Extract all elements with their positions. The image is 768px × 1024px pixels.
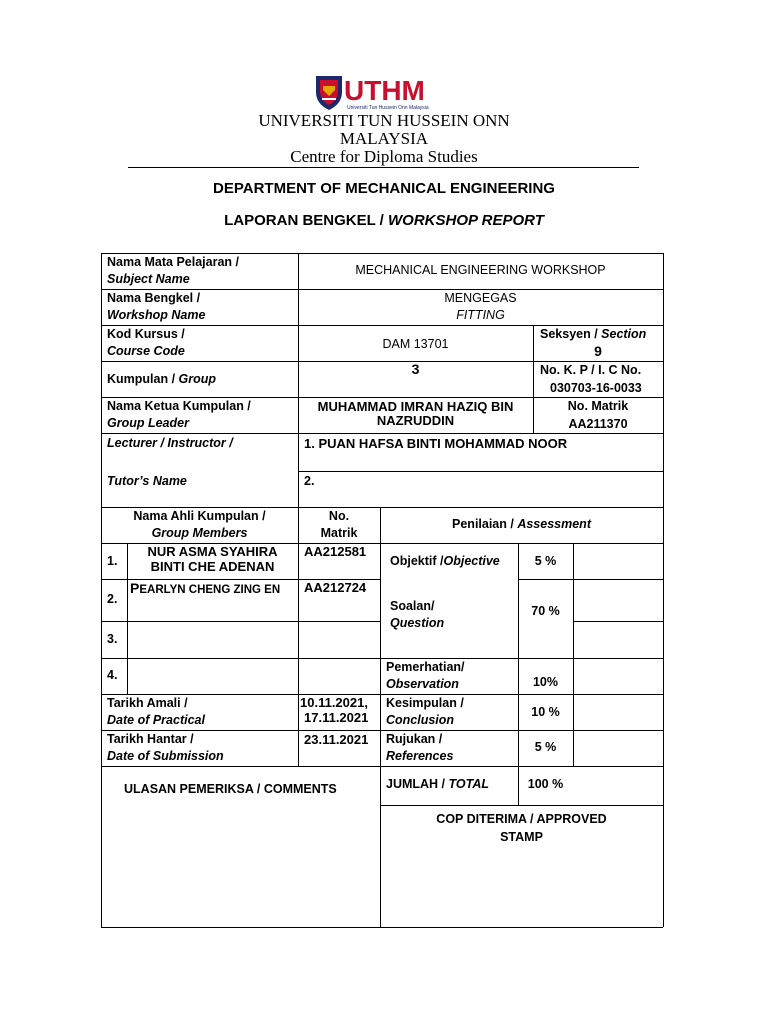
assessment-label-ms: Kesimpulan /: [386, 696, 464, 710]
university-name-line2: MALAYSIA: [339, 129, 429, 148]
assessment-weight: 5 %: [534, 554, 557, 568]
assessment-label-en: Conclusion: [386, 713, 455, 727]
workshop-label-en: Workshop Name: [107, 308, 206, 322]
lecturer-label: Lecturer / Instructor /: [107, 436, 233, 450]
grid-line: [663, 253, 664, 927]
total-label-en: TOTAL: [448, 777, 490, 791]
assessment-label-en: Objective: [443, 554, 500, 568]
ic-value: 030703-16-0033: [550, 381, 642, 395]
group-label-ms: Kumpulan /: [107, 372, 179, 386]
university-name-line1: UNIVERSITI TUN HUSSEIN ONN: [258, 111, 510, 130]
report-title: [0, 212, 768, 229]
practical-date-2: 17.11.2021: [304, 710, 369, 725]
members-header-en: Group Members: [151, 526, 248, 540]
assessment-label-ms: Pemerhatian/: [386, 660, 465, 674]
member-name: BINTI CHE ADENAN: [150, 559, 275, 574]
submission-label-ms: Tarikh Hantar /: [107, 732, 194, 746]
uthm-logo: [314, 72, 450, 112]
assessment-weight: 10%: [532, 675, 559, 689]
member-name: NUR ASMA SYAHIRA: [147, 544, 278, 559]
leader-matrik-value: AA211370: [568, 417, 628, 431]
grid-line: [101, 927, 663, 928]
practical-label-en: Date of Practical: [107, 713, 205, 727]
leader-name-line2: NAZRUDDIN: [376, 413, 455, 428]
ic-label: No. K. P / I. C No.: [540, 363, 642, 377]
assessment-label-ms: Objektif /: [390, 554, 444, 568]
member-no: 4.: [107, 668, 118, 682]
practical-date-1: 10.11.2021,: [300, 695, 368, 710]
assessment-objective: [390, 553, 500, 570]
department-title: DEPARTMENT OF MECHANICAL ENGINEERING: [213, 180, 555, 197]
logo-wordmark: UTHM: [344, 75, 425, 106]
assessment-header: [380, 516, 663, 533]
matrik-header-2: Matrik: [320, 526, 358, 540]
stamp-label-1: COP DITERIMA / APPROVED: [436, 812, 607, 826]
header-divider: [128, 167, 639, 168]
group-value: 3: [411, 361, 420, 377]
group-label-en: Group: [178, 372, 217, 386]
members-header-ms: Nama Ahli Kumpulan /: [133, 509, 266, 523]
submission-date: 23.11.2021: [304, 732, 369, 747]
leader-label-ms: Nama Ketua Kumpulan /: [107, 399, 251, 413]
centre-name: Centre for Diploma Studies: [290, 147, 478, 166]
grid-line: [380, 507, 381, 927]
member-name-initial: P: [130, 580, 140, 596]
grid-line: [518, 579, 663, 580]
member-name-rest: EARLYN CHENG ZING EN: [139, 584, 281, 596]
submission-label-en: Date of Submission: [107, 749, 224, 763]
workshop-value-ms: MENGEGAS: [444, 291, 517, 305]
course-label-ms: Kod Kursus /: [107, 327, 185, 341]
total-label: [386, 776, 489, 793]
logo-subtext: Universiti Tun Hussein Onn Malaysia: [347, 105, 429, 111]
stamp-label-2: STAMP: [500, 830, 543, 844]
assessment-label-ms: Rujukan /: [386, 732, 443, 746]
grid-line: [573, 543, 574, 766]
section-label-en: Section: [601, 327, 647, 341]
grid-line: [298, 471, 663, 472]
grid-line: [380, 805, 663, 806]
course-value: DAM 13701: [382, 337, 449, 351]
assessment-header-ms: Penilaian /: [452, 517, 518, 531]
section-label: [540, 326, 646, 343]
subject-label-ms: Nama Mata Pelajaran /: [107, 255, 240, 269]
assessment-header-en: Assessment: [517, 517, 591, 531]
member-name: [130, 580, 280, 599]
grid-line: [101, 658, 663, 659]
workshop-label-ms: Nama Bengkel /: [107, 291, 201, 305]
section-value: 9: [594, 343, 602, 359]
leader-label-en: Group Leader: [107, 416, 189, 430]
section-label-ms: Seksyen /: [540, 327, 602, 341]
member-no: 2.: [107, 592, 118, 606]
leader-matrik-label: No. Matrik: [567, 399, 629, 413]
workshop-value-en: FITTING: [456, 308, 505, 322]
grid-line: [573, 621, 663, 622]
grid-line: [101, 766, 663, 767]
comments-label: ULASAN PEMERIKSA / COMMENTS: [124, 782, 337, 796]
practical-label-ms: Tarikh Amali /: [107, 696, 188, 710]
total-value: 100 %: [527, 777, 564, 791]
lecturer-1: 1. PUAN HAFSA BINTI MOHAMMAD NOOR: [304, 436, 568, 451]
lecturer-2: 2.: [304, 474, 315, 488]
report-title-en: WORKSHOP REPORT: [388, 212, 544, 229]
report-title-ms: LAPORAN BENGKEL /: [224, 212, 389, 229]
grid-line: [101, 433, 663, 434]
course-label-en: Course Code: [107, 344, 185, 358]
assessment-label-en: Question: [390, 616, 445, 630]
matrik-header-1: No.: [328, 509, 350, 523]
grid-line: [101, 253, 102, 927]
assessment-label-en: References: [386, 749, 454, 763]
uthm-logo-graphic: [314, 72, 450, 112]
total-label-ms: JUMLAH /: [386, 777, 449, 791]
subject-value: MECHANICAL ENGINEERING WORKSHOP: [355, 263, 606, 277]
assessment-weight: 5 %: [534, 740, 557, 754]
member-no: 1.: [107, 554, 118, 568]
subject-label-en: Subject Name: [107, 272, 190, 286]
assessment-weight: 10 %: [531, 705, 560, 719]
member-no: 3.: [107, 632, 118, 646]
member-matrik: AA212581: [304, 544, 367, 559]
assessment-label-en: Observation: [386, 677, 459, 691]
group-label: [107, 371, 216, 388]
grid-line: [101, 621, 381, 622]
assessment-weight: 70 %: [531, 604, 560, 618]
assessment-label-ms: Soalan/: [390, 599, 435, 613]
tutor-label: Tutor’s Name: [107, 474, 187, 488]
member-matrik: AA212724: [304, 580, 367, 595]
grid-line: [298, 507, 299, 766]
leader-name-line1: MUHAMMAD IMRAN HAZIQ BIN: [317, 399, 514, 414]
